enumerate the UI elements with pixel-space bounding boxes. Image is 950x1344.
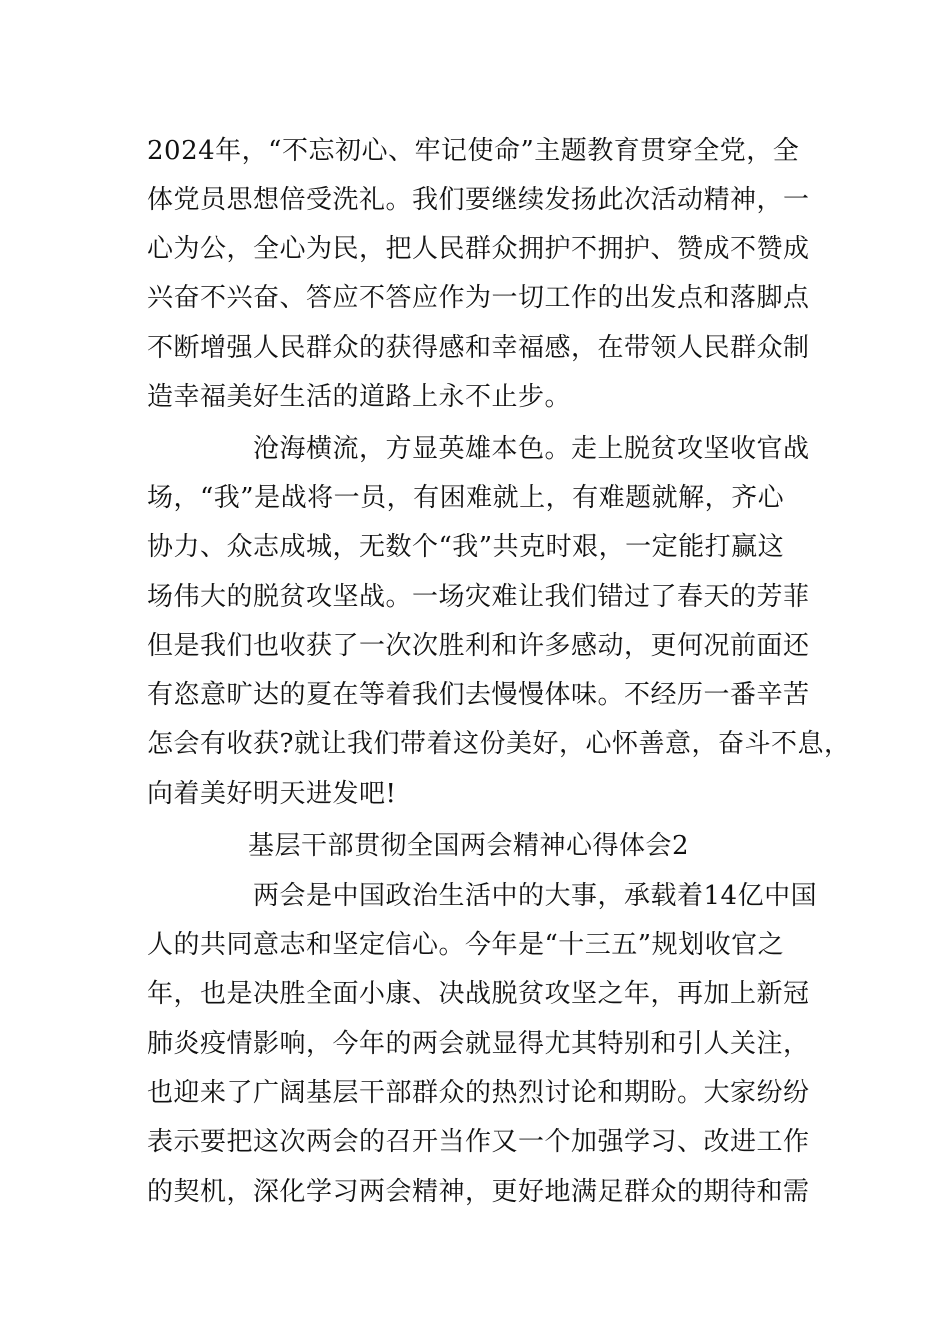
paragraph-line: 怎会有收获?就让我们带着这份美好，心怀善意，奋斗不息， bbox=[147, 729, 851, 759]
paragraph-line: 肺炎疫情影响，今年的两会就显得尤其特别和引人关注， bbox=[147, 1029, 810, 1059]
paragraph-line: 向着美好明天进发吧! bbox=[147, 779, 397, 809]
paragraph-line: 的契机，深化学习两会精神，更好地满足群众的期待和需 bbox=[147, 1177, 810, 1207]
paragraph-line: 兴奋不兴奋、答应不答应作为一切工作的出发点和落脚点 bbox=[147, 283, 810, 313]
paragraph-line: 有恣意旷达的夏在等着我们去慢慢体味。不经历一番辛苦 bbox=[147, 680, 810, 710]
paragraph-line: 两会是中国政治生活中的大事，承载着14亿中国 bbox=[253, 881, 818, 911]
paragraph-line: 协力、众志成城，无数个“我”共克时艰，一定能打赢这 bbox=[147, 532, 785, 562]
paragraph-line: 不断增强人民群众的获得感和幸福感，在带领人民群众制 bbox=[147, 333, 810, 363]
section-heading: 基层干部贯彻全国两会精神心得体会2 bbox=[248, 831, 690, 861]
paragraph-line: 但是我们也收获了一次次胜利和许多感动，更何况前面还 bbox=[147, 631, 810, 661]
paragraph-line: 场伟大的脱贫攻坚战。一场灾难让我们错过了春天的芳菲 bbox=[147, 582, 810, 612]
paragraph-line: 2024年，“不忘初心、牢记使命”主题教育贯穿全党，全 bbox=[147, 136, 800, 166]
paragraph-line: 也迎来了广阔基层干部群众的热烈讨论和期盼。大家纷纷 bbox=[147, 1078, 810, 1108]
paragraph-line: 体党员思想倍受洗礼。我们要继续发扬此次活动精神，一 bbox=[147, 185, 810, 215]
paragraph-line: 心为公，全心为民，把人民群众拥护不拥护、赞成不赞成 bbox=[147, 234, 810, 264]
paragraph-line: 沧海横流，方显英雄本色。走上脱贫攻坚收官战 bbox=[253, 434, 810, 464]
paragraph-line: 人的共同意志和坚定信心。今年是“十三五”规划收官之 bbox=[147, 930, 785, 960]
paragraph-line: 年，也是决胜全面小康、决战脱贫攻坚之年，再加上新冠 bbox=[147, 979, 810, 1009]
paragraph-line: 场，“我”是战将一员，有困难就上，有难题就解，齐心 bbox=[147, 483, 785, 513]
paragraph-line: 造幸福美好生活的道路上永不止步。 bbox=[147, 382, 572, 412]
paragraph-line: 表示要把这次两会的召开当作又一个加强学习、改进工作 bbox=[147, 1127, 810, 1157]
